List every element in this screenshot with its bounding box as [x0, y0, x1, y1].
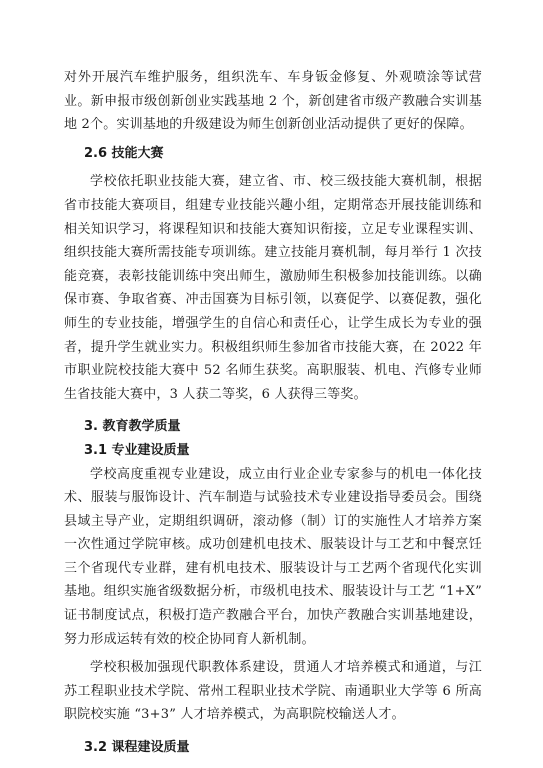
paragraph-major-construction: 学校高度重视专业建设，成立由行业企业专家参与的机电一体化技术、服装与服饰设计、汽车制造与试验技术专业建设指导委员会。围绕县域主导产业，定期组织调研，滚动修（制）订的实施性人才培养方案一次性通过学院审核。成功创建机电技术、服装设计与工艺和中餐烹饪三个省现代专业群，建有机电技术、服装设计与工艺两个省现代化实训基地。组织实施省级数据分析，市级机电技术、服装设计与工艺 “1+X” 证书制度试点，积极打造产教融合平台，加快产教融合实训基地建设，努力形成运转有效的校企协同育人新机制。	[64, 466, 482, 647]
section-heading-2-6: 2.6 技能大赛	[84, 145, 164, 161]
section-heading-3-2: 3.2 课程建设质量	[84, 740, 190, 756]
paragraph-vocational-system: 学校积极加强现代职教体系建设，贯通人才培养模式和通道，与江苏工程职业技术学院、常州工程职业技术学院、南通职业大学等 6 所高职院校实施 “3+3” 人才培养模式，为高职院校输送人才。	[64, 660, 482, 723]
section-heading-3: 3. 教育教学质量	[84, 419, 181, 435]
section-heading-3-1: 3.1 专业建设质量	[84, 442, 190, 458]
document-body	[64, 66, 482, 760]
paragraph-skills-competition: 学校依托职业技能大赛，建立省、市、校三级技能大赛机制，根据省市技能大赛项目，组建专业技能兴趣小组，定期常态开展技能训练和相关知识学习，将课程知识和技能大赛知识衔接，立足专业课程实训、组织技能大赛所需技能专项训练。建立技能月赛机制，每月举行 1 次技能竞赛，表彰技能训练中突出师生，激励师生积极参加技能训练。以确保市赛、争取省赛、冲击国赛为目标引领，以赛促学、以赛促教，强化师生的专业技能，增强学生的自信心和责任心，让学生成长为专业的强者，提升学生就业实力。积极组织师生参加省市技能大赛，在 2022 年市职业院校技能大赛中 52 名师生获奖。高职服装、机电、汽修专业师生省技能大赛中，3 人获二等奖，6 人获得三等奖。	[64, 174, 482, 402]
paragraph-training-base: 对外开展汽车维护服务，组织洗车、车身钣金修复、外观喷涂等试营业。新申报市级创新创业实践基地 2 个，新创建省市级产教融合实训基地 2个。实训基地的升级建设为师生创新创业活动提供了更好的保障。	[64, 70, 482, 133]
